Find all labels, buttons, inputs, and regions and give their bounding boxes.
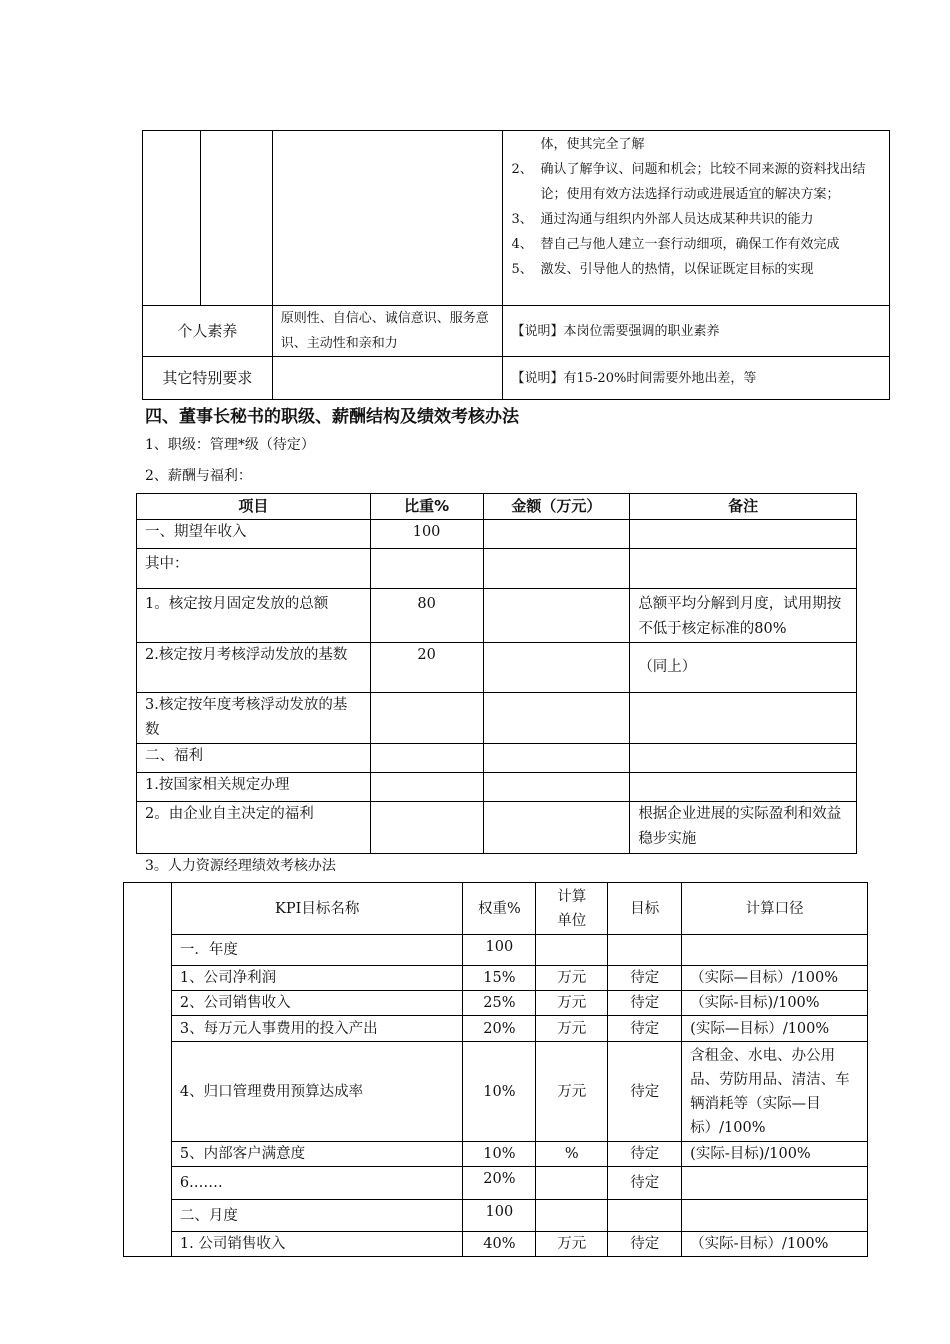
kpi-unit: % <box>536 1142 608 1167</box>
table-row <box>137 744 857 773</box>
table-row <box>124 966 868 991</box>
ratio-cell <box>370 693 483 744</box>
item-cell: 二、福利 <box>137 744 371 773</box>
special-label: 其它特别要求 <box>143 357 273 400</box>
kpi-method <box>682 935 868 966</box>
kpi-target: 待定 <box>608 1232 682 1257</box>
kpi-method: （实际-目标）/100% <box>682 1232 868 1257</box>
kpi-weight: 15% <box>463 966 536 991</box>
kpi-unit: 万元 <box>536 1016 608 1042</box>
personal-label: 个人素养 <box>143 306 273 357</box>
item-cell: 1。核定按月固定发放的总额 <box>137 589 371 643</box>
kpi-unit <box>536 1200 608 1232</box>
blank-side-cell <box>124 883 172 1257</box>
table-row <box>137 802 857 854</box>
note-cell <box>630 693 857 744</box>
salary-table <box>136 493 857 854</box>
table-row <box>137 693 857 744</box>
table-row <box>124 1167 868 1200</box>
amount-cell <box>483 802 630 854</box>
item-cell: 2.核定按月考核浮动发放的基数 <box>137 643 371 693</box>
amount-cell <box>483 643 630 693</box>
kpi-unit <box>536 935 608 966</box>
kpi-name: 二、月度 <box>171 1200 462 1232</box>
table-row <box>124 1200 868 1232</box>
special-value <box>272 357 503 400</box>
column-header: 计算单位 <box>536 883 608 935</box>
table-row <box>137 520 857 549</box>
table-row <box>124 935 868 966</box>
list-item: 3、 通过沟通与组织内外部人员达成某种共识的能力 <box>511 212 814 227</box>
kpi-name: 5、内部客户满意度 <box>171 1142 462 1167</box>
amount-cell <box>483 744 630 773</box>
table-row <box>124 1142 868 1167</box>
special-note: 【说明】有15-20%时间需要外地出差，等 <box>503 357 890 400</box>
kpi-name: 4、归口管理费用预算达成率 <box>171 1042 462 1142</box>
kpi-unit: 万元 <box>536 1232 608 1257</box>
column-header: 比重% <box>370 494 483 520</box>
column-header: KPI目标名称 <box>171 883 462 935</box>
kpi-target: 待定 <box>608 1016 682 1042</box>
kpi-name: 6.…… <box>171 1167 462 1200</box>
kpi-method: （实际-目标)/100% <box>682 991 868 1016</box>
table-row <box>137 643 857 693</box>
ratio-cell <box>370 744 483 773</box>
column-header: 计算口径 <box>682 883 868 935</box>
amount-cell <box>483 773 630 802</box>
amount-cell <box>483 693 630 744</box>
table-row <box>124 1232 868 1257</box>
kpi-name: 1. 公司销售收入 <box>171 1232 462 1257</box>
kpi-method: 含租金、水电、办公用品、劳防用品、清洁、车辆消耗等（实际—目标）/100% <box>682 1042 868 1142</box>
column-header: 项目 <box>137 494 371 520</box>
kpi-target: 待定 <box>608 966 682 991</box>
kpi-weight: 100 <box>463 935 536 966</box>
list-item: 4、 替自己与他人建立一套行动细项，确保工作有效完成 <box>511 237 840 252</box>
kpi-name: 2、公司销售收入 <box>171 991 462 1016</box>
table-row <box>143 131 890 306</box>
item-cell: 其中： <box>137 549 371 589</box>
section-title: 四、董事长秘书的职级、薪酬结构及绩效考核办法 <box>145 407 519 427</box>
item-cell: 1.按国家相关规定办理 <box>137 773 371 802</box>
item-cell: 3.核定按年度考核浮动发放的基数 <box>137 693 371 744</box>
kpi-method <box>682 1167 868 1200</box>
table-row <box>143 306 890 357</box>
amount-cell <box>483 549 630 589</box>
kpi-target: 待定 <box>608 1167 682 1200</box>
kpi-weight: 25% <box>463 991 536 1016</box>
ratio-cell <box>370 773 483 802</box>
kpi-target: 待定 <box>608 1142 682 1167</box>
note-cell <box>630 744 857 773</box>
salary-heading: 2、薪酬与福利： <box>145 468 252 484</box>
list-item: 2、 确认了解争议、问题和机会；比较不同来源的资料找出结论；使用有效方法选择行动或进展适宜的解决方案； <box>511 162 866 202</box>
amount-cell <box>483 589 630 643</box>
competency-table <box>142 130 890 400</box>
table-row <box>124 1042 868 1142</box>
table-row <box>137 549 857 589</box>
column-header: 目标 <box>608 883 682 935</box>
column-header: 备注 <box>630 494 857 520</box>
personal-note: 【说明】本岗位需要强调的职业素养 <box>503 306 890 357</box>
kpi-target: 待定 <box>608 991 682 1016</box>
ratio-cell <box>370 549 483 589</box>
kpi-method: (实际-目标)/100% <box>682 1142 868 1167</box>
ratio-cell: 80 <box>370 589 483 643</box>
note-cell <box>630 773 857 802</box>
item-cell: 一、期望年收入 <box>137 520 371 549</box>
kpi-weight: 100 <box>463 1200 536 1232</box>
ratio-cell: 20 <box>370 643 483 693</box>
ability-cell <box>503 131 890 306</box>
table-cell <box>272 131 503 306</box>
ratio-cell <box>370 802 483 854</box>
table-row <box>124 991 868 1016</box>
kpi-target <box>608 935 682 966</box>
ratio-cell: 100 <box>370 520 483 549</box>
kpi-table <box>123 882 868 1257</box>
list-item: 5、 激发、引导他人的热情，以保证既定目标的实现 <box>511 262 814 277</box>
personal-value: 原则性、自信心、诚信意识、服务意识、主动性和亲和力 <box>272 306 503 357</box>
note-cell <box>630 549 857 589</box>
grade-line: 1、职级：管理*级（待定） <box>145 437 315 453</box>
kpi-unit: 万元 <box>536 966 608 991</box>
kpi-weight: 40% <box>463 1232 536 1257</box>
kpi-method <box>682 1200 868 1232</box>
kpi-target: 待定 <box>608 1042 682 1142</box>
note-cell: 根据企业进展的实际盈利和效益稳步实施 <box>630 802 857 854</box>
kpi-weight: 10% <box>463 1142 536 1167</box>
table-row <box>137 773 857 802</box>
column-header: 金额（万元） <box>483 494 630 520</box>
table-row <box>124 1016 868 1042</box>
table-cell <box>143 131 201 306</box>
list-item: 体，使其完全了解 <box>540 137 645 152</box>
table-header-row <box>137 494 857 520</box>
kpi-method: (实际—目标）/100% <box>682 1016 868 1042</box>
amount-cell <box>483 520 630 549</box>
column-header: 权重% <box>463 883 536 935</box>
kpi-name: 一．年度 <box>171 935 462 966</box>
kpi-weight: 10% <box>463 1042 536 1142</box>
kpi-name: 3、每万元人事费用的投入产出 <box>171 1016 462 1042</box>
kpi-weight: 20% <box>463 1167 536 1200</box>
note-cell: （同上） <box>630 643 857 693</box>
kpi-weight: 20% <box>463 1016 536 1042</box>
kpi-unit: 万元 <box>536 991 608 1016</box>
kpi-target <box>608 1200 682 1232</box>
table-header-row <box>124 883 868 935</box>
note-cell <box>630 520 857 549</box>
note-cell: 总额平均分解到月度，试用期按不低于核定标准的80% <box>630 589 857 643</box>
kpi-unit: 万元 <box>536 1042 608 1142</box>
item-cell: 2。由企业自主决定的福利 <box>137 802 371 854</box>
table-cell <box>200 131 272 306</box>
kpi-name: 1、公司净利润 <box>171 966 462 991</box>
kpi-unit <box>536 1167 608 1200</box>
table-row <box>137 589 857 643</box>
table-row <box>143 357 890 400</box>
kpi-heading: 3。人力资源经理绩效考核办法 <box>145 858 336 874</box>
kpi-method: （实际—目标）/100% <box>682 966 868 991</box>
